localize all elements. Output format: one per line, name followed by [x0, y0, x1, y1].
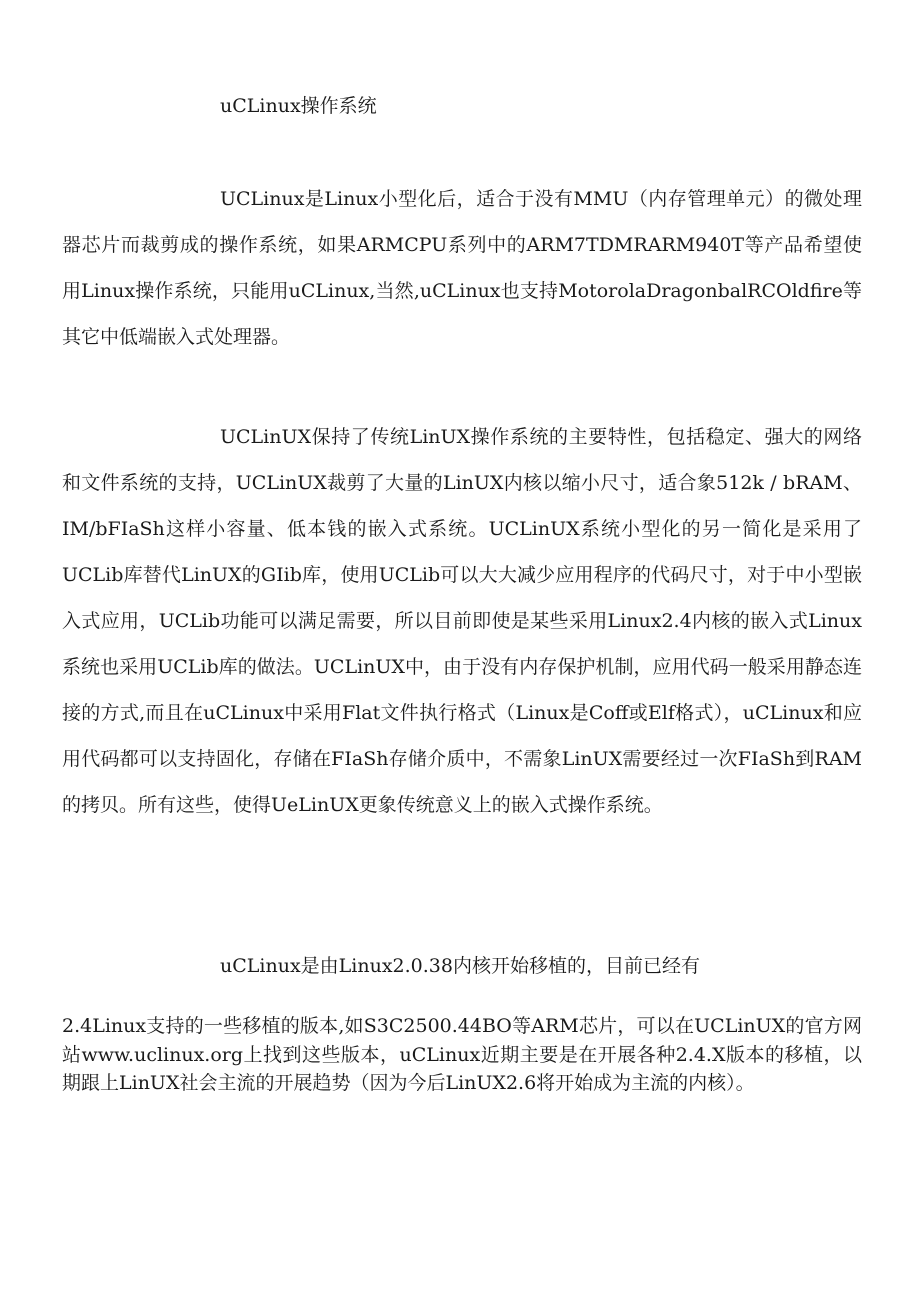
paragraph-3-lead: uCLinux是由Linux2.0.38内核开始移植的，目前已经有: [220, 955, 700, 977]
paragraph-1-text: UCLinux是Linux小型化后，适合于没有MMU（内存管理单元）的微处理器芯片而裁剪成的操作系统，如果ARMCPU系列中的ARM7TDMRARM940T等产品希望使用Linux操作系统，只能用uCLinux,当然,uCLinux也支持MotorolaDragonbalRCOldfire等其它中低端嵌入式处理器。: [62, 188, 862, 348]
paragraph-2: [62, 414, 862, 828]
paragraph-2-text: UCLinUX保持了传统LinUX操作系统的主要特性，包括稳定、强大的网络和文件系统的支持，UCLinUX裁剪了大量的LinUX内核以缩小尺寸，适合象512k / bRAM、IM/bFIaSh这样小容量、低本钱的嵌入式系统。UCLinUX系统小型化的另一简化是采用了UCLib库替代LinUX的GIib库，使用UCLib可以大大减少应用程序的代码尺寸，对于中小型嵌入式应用，UCLib功能可以满足需要，所以目前即使是某些采用Linux2.4内核的嵌入式Linux系统也采用UCLib库的做法。UCLinUX中，由于没有内存保护机制，应用代码一般采用静态连接的方式,而且在uCLinux中采用Flat文件执行格式（Linux是Coff或Elf格式），uCLinux和应用代码都可以支持固化，存储在FIaSh存储介质中，不需象LinUX需要经过一次FIaSh到RAM的拷贝。所有这些，使得UeLinUX更象传统意义上的嵌入式操作系统。: [62, 426, 862, 816]
paragraph-3-body: 2.4Linux支持的一些移植的版本,如S3C2500.44BO等ARM芯片，可以在UCLinUX的官方网站www.uclinux.org上找到这些版本，uCLinux近期主要是在开展各种2.4.X版本的移植，以期跟上LinUX社会主流的开展趋势（因为今后LinUX2.6将开始成为主流的内核）。: [62, 1015, 862, 1094]
document-title: uCLinux操作系统: [220, 95, 377, 117]
paragraph-1: [62, 176, 862, 360]
